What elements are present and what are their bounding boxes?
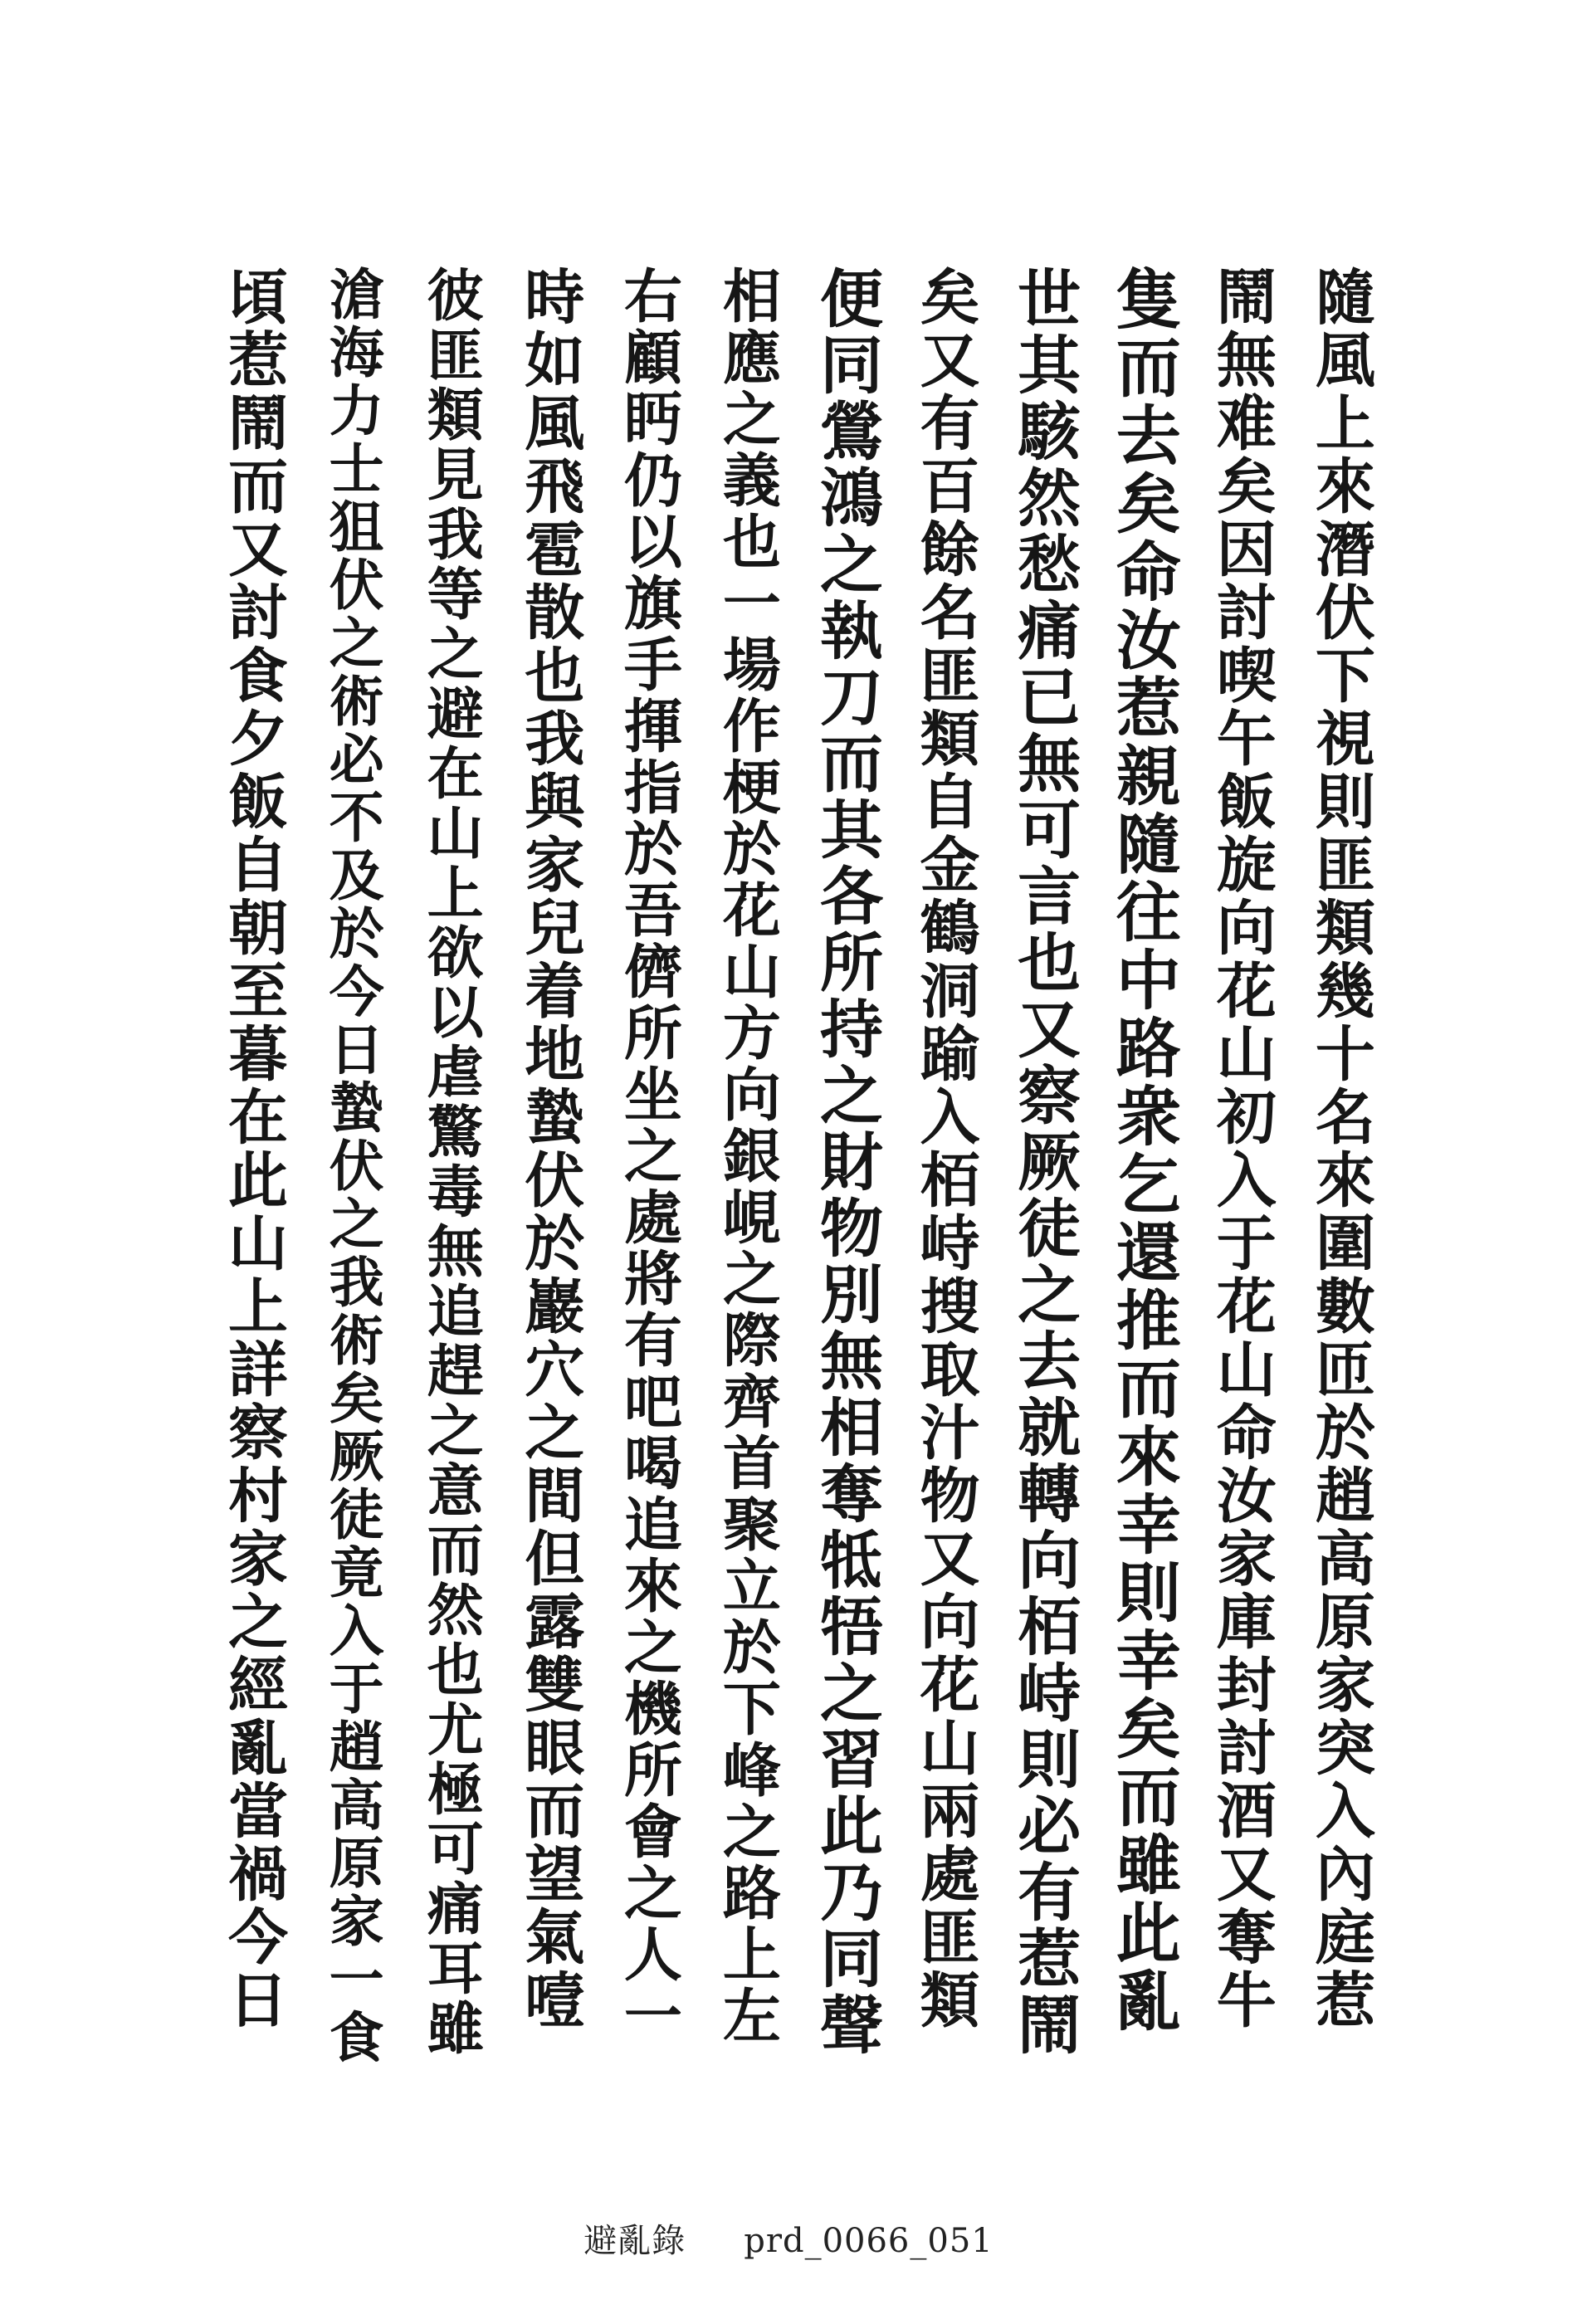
text-column-3: 隻而去矣命汝惹親隨往中路衆乞還推而來幸則幸矣而雖此亂 [1105, 266, 1181, 2035]
page-code: prd_0066_051 [744, 2222, 994, 2260]
text-column-10: 彼匪類見我等之避在山上欲以虐驚毒無追趕之意而然也尤極可痛耳雖 [417, 266, 485, 2058]
book-title: 避亂錄 [583, 2222, 686, 2260]
text-column-6: 便同鶯鴻之執刀而其各所持之財物別無相奪牴牾之習此乃同聲 [809, 266, 884, 2058]
text-column-8: 右顧眄仍以旗手揮指於吾儕所坐之處將有吧喝追來之機所會之人一 [614, 266, 684, 2047]
vertical-text-block [212, 266, 1382, 2075]
text-column-7: 相應之義也一場作梗於花山方向銀峴之際齊首聚立於下峰之路上左 [713, 266, 783, 2047]
page-footer [0, 2214, 1577, 2262]
text-column-4: 世其駭然愁痛已無可言也又察厥徒之去就轉向栢峙則必有惹鬧 [1007, 266, 1081, 2058]
text-column-9: 時如風飛雹散也我與家兒着地蟄伏於巖穴之間但露雙眼而望氣噎 [515, 266, 586, 2032]
text-column-2: 鬧無难矣因討喫午飯旋向花山初入于花山命汝家庫封討酒又奪牛 [1206, 266, 1277, 2032]
text-column-11: 滄海力士狙伏之術必不及於今日蟄伏之我術矣厥徒竟入于趙高原家一食 [320, 266, 385, 2067]
text-column-1: 隨風上來潛伏下視則匪類幾十名來圍數匝於趙高原家突入內庭惹 [1305, 266, 1376, 2032]
text-column-12: 頃惹鬧而又討食夕飯自朝至暮在此山上詳察村家之經亂當禍今日 [218, 266, 289, 2032]
text-column-5: 矣又有百餘名匪類自金鶴洞踰入栢峙搜取汁物又向花山兩處匪類 [910, 266, 981, 2032]
